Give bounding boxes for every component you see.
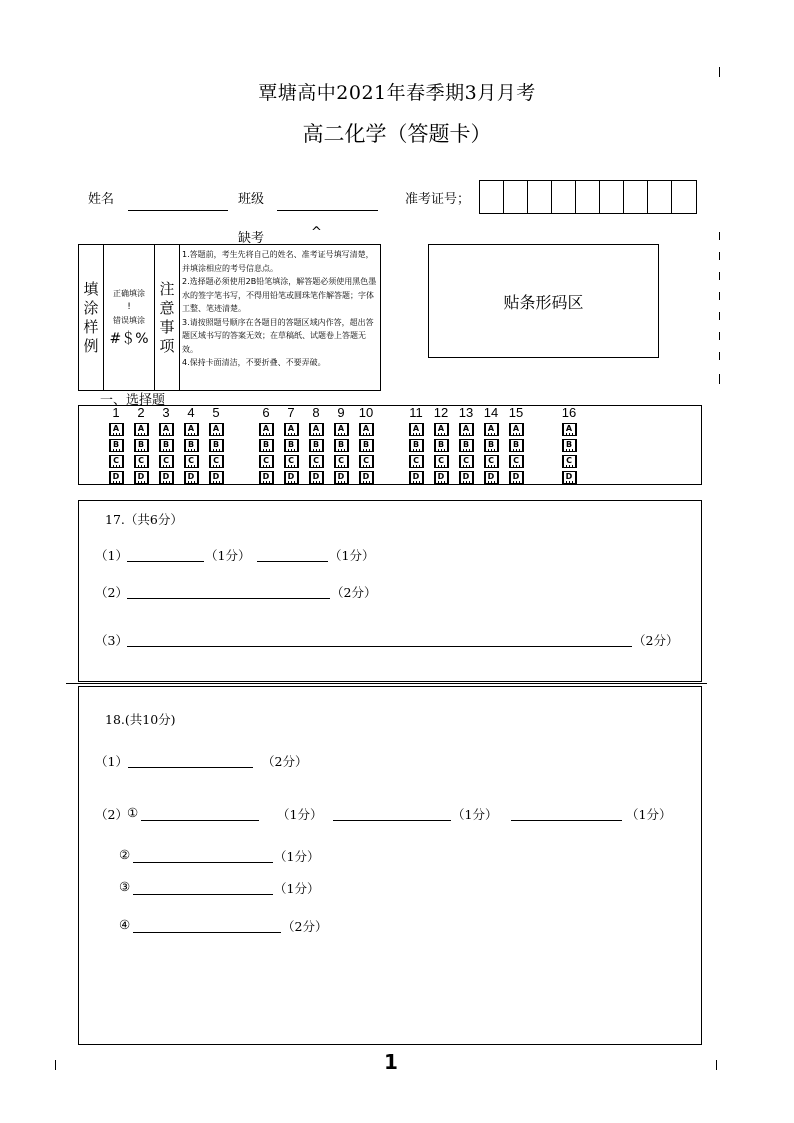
mcq-option-bubble[interactable] [509,423,524,436]
mcq-option-letter: A [362,424,370,433]
mcq-option-letter: B [212,440,220,449]
mcq-option-letter: B [412,440,420,449]
mcq-option-letter: A [462,424,470,433]
margin-mark [719,292,720,300]
mcq-option-bubble[interactable] [562,423,577,436]
note-item: 3.请按照题号顺序在各题目的答题区域内作答，超出答题区域书写的答案无效；在草稿纸、试题卷上答题无效。 [182,317,374,354]
mcq-option-bubble[interactable] [334,423,349,436]
mcq-option-letter: A [487,424,495,433]
mcq-option-letter: C [138,456,144,465]
mcq-question-8 [305,406,327,484]
mcq-option-bubble[interactable] [359,455,374,468]
exam-id-cell[interactable] [552,181,576,213]
mcq-option-bubble[interactable] [509,439,524,452]
mcq-option-letter: B [337,440,345,449]
mcq-option-letter: C [188,456,194,465]
q18-part1-blank[interactable] [128,767,253,768]
mcq-option-bubble[interactable] [484,439,499,452]
q18-part2-blank-1a[interactable] [141,820,259,821]
mcq-option-bubble[interactable] [284,439,299,452]
mcq-option-letter: B [262,440,270,449]
notes-label-char: 注 [159,279,175,298]
margin-mark [55,1060,56,1070]
mcq-option-letter: C [413,456,419,465]
mcq-option-letter: D [462,472,470,481]
mcq-option-letter: C [488,456,494,465]
mcq-option-letter: C [438,456,444,465]
margin-mark [716,1060,717,1070]
mcq-option-bubble[interactable] [459,423,474,436]
mcq-question-9 [330,406,352,484]
mcq-option-letter: D [287,472,295,481]
mcq-option-bubble[interactable] [159,439,174,452]
mcq-option-letter: B [187,440,195,449]
q17-part1-score-a: （1分） [205,548,251,563]
q18-part1-score: （2分） [262,754,308,769]
mcq-option-letter: C [288,456,294,465]
mcq-option-bubble[interactable] [309,455,324,468]
mcq-option-letter: C [338,456,344,465]
mcq-option-bubble[interactable] [309,471,324,484]
mcq-question-number: 8 [312,405,320,420]
margin-mark [719,232,720,240]
mcq-question-number: 3 [162,405,170,420]
mcq-option-letter: A [262,424,270,433]
mcq-option-bubble[interactable] [209,455,224,468]
mcq-option-letter: B [487,440,495,449]
mcq-option-bubble[interactable] [359,439,374,452]
mcq-option-letter: D [187,472,195,481]
mcq-question-number: 2 [137,405,145,420]
mcq-option-letter: C [513,456,519,465]
fill-example-char: 样 [83,317,99,336]
mcq-option-bubble[interactable] [284,471,299,484]
mcq-option-bubble[interactable] [259,471,274,484]
exam-id-cell[interactable] [528,181,552,213]
mcq-option-bubble[interactable] [184,423,199,436]
mcq-option-letter: D [337,472,345,481]
mcq-option-letter: A [437,424,445,433]
fill-example-char: 涂 [83,298,99,317]
mcq-option-bubble[interactable] [209,423,224,436]
page-number: 1 [384,1050,398,1074]
notes-label-char: 意 [159,298,175,317]
margin-mark [719,312,720,320]
mcq-option-bubble[interactable] [109,471,124,484]
exam-id-cell[interactable] [648,181,672,213]
mcq-option-bubble[interactable] [309,423,324,436]
mcq-question-number: 10 [358,405,374,420]
mcq-question-10 [355,406,377,484]
q18-part2-circle1: ① [127,805,139,820]
mcq-option-letter: B [462,440,470,449]
fill-example-char: 填 [83,279,99,298]
mcq-option-bubble[interactable] [434,455,449,468]
mcq-question-number: 1 [112,405,120,420]
correct-fill-mark: ! [127,301,131,312]
mcq-option-bubble[interactable] [459,471,474,484]
separator-line [66,683,707,684]
mcq-option-letter: B [437,440,445,449]
q17-part3-score: （2分） [633,633,679,648]
mcq-question-number: 12 [433,405,449,420]
q18-part2-circle2: ② [119,847,131,862]
mcq-option-letter: B [362,440,370,449]
mcq-option-bubble[interactable] [109,423,124,436]
wrong-fill-label: 错误填涂 [113,315,145,325]
mcq-option-letter: A [137,424,145,433]
mcq-question-2 [130,406,152,484]
mcq-option-bubble[interactable] [184,471,199,484]
mcq-option-letter: D [437,472,445,481]
fill-example-label [79,245,104,390]
mcq-option-letter: A [312,424,320,433]
mcq-option-letter: A [162,424,170,433]
mcq-question-12 [430,406,452,484]
q18-part2-score-c: （1分） [626,807,672,822]
mcq-option-letter: B [112,440,120,449]
mcq-option-bubble[interactable] [484,471,499,484]
exam-id-cell[interactable] [480,181,504,213]
mcq-option-bubble[interactable] [259,455,274,468]
mcq-question-number: 6 [262,405,270,420]
mcq-option-letter: D [412,472,420,481]
mcq-option-bubble[interactable] [159,455,174,468]
mcq-question-5 [205,406,227,484]
mcq-option-bubble[interactable] [359,471,374,484]
mcq-option-letter: D [137,472,145,481]
mcq-option-bubble[interactable] [184,439,199,452]
mcq-option-letter: D [212,472,220,481]
mcq-question-7 [280,406,302,484]
mcq-option-bubble[interactable] [562,455,577,468]
barcode-label: 贴条形码区 [503,292,584,312]
mcq-question-16 [558,406,580,484]
q18-part2-blank-2[interactable] [133,862,273,863]
mcq-option-letter: C [566,456,572,465]
q17-heading: 17.（共6分） [105,512,183,527]
instructions-box [78,244,381,391]
mcq-option-bubble[interactable] [284,455,299,468]
mcq-question-number: 14 [483,405,499,420]
fill-example-char: 例 [83,336,99,355]
mcq-option-letter: C [163,456,169,465]
mcq-option-letter: A [412,424,420,433]
q18-answer-area [78,686,702,1045]
q18-part1-label: （1） [95,754,128,769]
exam-subtitle: 高二化学（答题卡） [302,122,492,146]
margin-mark [719,252,720,260]
mcq-option-letter: A [287,424,295,433]
mcq-option-bubble[interactable] [409,471,424,484]
notes-text [180,245,380,390]
mcq-question-number: 13 [458,405,474,420]
q17-part1-blank-a[interactable] [127,561,204,562]
mcq-option-letter: A [337,424,345,433]
mcq-question-number: 4 [187,405,195,420]
exam-id-cell[interactable] [504,181,528,213]
mcq-option-letter: A [512,424,520,433]
q17-part3-blank[interactable] [127,646,632,647]
name-field[interactable] [128,210,228,211]
mcq-question-number: 7 [287,405,295,420]
note-item: 2.选择题必须使用2B铅笔填涂，解答题必须使用黑色墨水的签字笔书写，不得用铅笔或圆珠笔作解答题；字体工整、笔迹清楚。 [182,277,377,313]
mcq-option-bubble[interactable] [309,439,324,452]
mcq-option-letter: C [463,456,469,465]
barcode-area [428,244,659,358]
mcq-option-bubble[interactable] [334,455,349,468]
mcq-option-bubble[interactable] [459,455,474,468]
absent-label: 缺考 [238,231,265,246]
q17-part3-label: （3） [95,633,128,648]
name-label: 姓名 [88,192,115,207]
mcq-option-bubble[interactable] [259,439,274,452]
notes-label-char: 事 [159,317,175,336]
q18-part2-blank-4[interactable] [133,932,281,933]
q18-part2-blank-1c[interactable] [511,820,622,821]
mcq-option-letter: D [262,472,270,481]
mcq-option-bubble[interactable] [409,423,424,436]
mcq-question-number: 9 [337,405,345,420]
q17-part1-label: （1） [95,548,128,563]
mcq-option-bubble[interactable] [209,439,224,452]
mcq-option-letter: A [565,424,573,433]
mcq-option-bubble[interactable] [509,471,524,484]
mcq-option-letter: C [263,456,269,465]
mcq-question-15 [505,406,527,484]
mcq-option-bubble[interactable] [334,471,349,484]
mcq-option-letter: D [565,472,573,481]
q17-part2-label: （2） [95,585,128,600]
mcq-question-4 [180,406,202,484]
exam-id-boxes[interactable] [479,180,697,214]
mcq-question-number: 16 [561,405,577,420]
exam-id-cell[interactable] [600,181,624,213]
mcq-option-bubble[interactable] [434,423,449,436]
mcq-question-1 [105,406,127,484]
notes-label-char: 项 [159,336,175,355]
q18-part2-circle4: ④ [119,917,131,932]
mcq-option-bubble[interactable] [562,439,577,452]
mcq-option-letter: B [162,440,170,449]
mcq-option-bubble[interactable] [284,423,299,436]
q18-part2-label: （2） [95,807,128,822]
mcq-option-bubble[interactable] [509,455,524,468]
mcq-option-letter: A [112,424,120,433]
q18-heading: 18.(共10分) [105,712,176,727]
margin-mark [719,374,720,384]
mcq-option-letter: D [362,472,370,481]
q18-part2-score-2: （1分） [274,849,320,864]
margin-mark [719,352,720,360]
mcq-option-letter: C [213,456,219,465]
q18-part2-score-a: （1分） [277,807,323,822]
mcq-option-bubble[interactable] [109,439,124,452]
mcq-option-letter: D [312,472,320,481]
q18-part2-score-b: （1分） [452,807,498,822]
class-label: 班级 [238,192,265,207]
exam-title: 覃塘高中2021年春季期3月月考 [258,82,536,104]
exam-id-cell[interactable] [624,181,648,213]
margin-mark [719,332,720,340]
mcq-option-bubble[interactable] [359,423,374,436]
mcq-answer-area [78,405,702,485]
mcq-option-bubble[interactable] [459,439,474,452]
mcq-option-letter: D [112,472,120,481]
mcq-question-11 [405,406,427,484]
margin-mark [719,67,720,77]
exam-id-cell[interactable] [576,181,600,213]
mcq-option-letter: C [113,456,119,465]
mcq-option-bubble[interactable] [259,423,274,436]
q18-part2-circle3: ③ [119,879,131,894]
mcq-option-letter: C [313,456,319,465]
mcq-question-14 [480,406,502,484]
note-item: 1.答题前，考生先将自己的姓名、准考证号填写清楚，并填涂相应的考号信息点。 [182,250,374,273]
mcq-option-letter: C [363,456,369,465]
q18-part2-score-4: （2分） [282,919,328,934]
class-field[interactable] [277,210,378,211]
mcq-question-6 [255,406,277,484]
mcq-option-letter: D [512,472,520,481]
absent-mark[interactable]: ^ [311,225,322,240]
mcq-question-number: 11 [409,405,423,420]
mcq-question-number: 15 [508,405,524,420]
mcq-option-bubble[interactable] [159,423,174,436]
mcq-option-letter: B [312,440,320,449]
q17-part2-blank[interactable] [127,598,330,599]
mcq-option-letter: B [287,440,295,449]
fill-examples [104,245,155,390]
mcq-option-letter: B [137,440,145,449]
mcq-option-letter: B [565,440,573,449]
mcq-option-bubble[interactable] [159,471,174,484]
mcq-option-bubble[interactable] [134,439,149,452]
mcq-option-bubble[interactable] [409,455,424,468]
mcq-option-bubble[interactable] [334,439,349,452]
mcq-option-bubble[interactable] [209,471,224,484]
mcq-option-bubble[interactable] [434,439,449,452]
exam-id-label: 准考证号； [405,192,471,207]
mcq-question-13 [455,406,477,484]
mcq-option-letter: B [512,440,520,449]
q17-part2-score: （2分） [331,585,377,600]
mcq-option-bubble[interactable] [409,439,424,452]
mcq-option-letter: A [187,424,195,433]
mcq-heading: 一、选择题 [100,393,166,408]
q17-part1-blank-b[interactable] [257,561,328,562]
mcq-option-bubble[interactable] [134,455,149,468]
mcq-option-bubble[interactable] [134,423,149,436]
notes-label [155,245,180,390]
note-item: 4.保持卡面清洁，不要折叠、不要弄破。 [182,358,326,367]
mcq-option-bubble[interactable] [562,471,577,484]
mcq-option-bubble[interactable] [134,471,149,484]
margin-mark [719,272,720,280]
exam-id-cell[interactable] [672,181,696,213]
mcq-option-bubble[interactable] [184,455,199,468]
q18-part2-blank-1b[interactable] [333,820,451,821]
mcq-option-bubble[interactable] [434,471,449,484]
mcq-option-letter: D [487,472,495,481]
mcq-question-3 [155,406,177,484]
wrong-fill-marks: #＄% [109,330,149,347]
mcq-option-bubble[interactable] [109,455,124,468]
correct-fill-label: 正确填涂 [113,288,145,298]
mcq-option-bubble[interactable] [484,455,499,468]
mcq-option-letter: D [162,472,170,481]
q18-part2-score-3: （1分） [274,881,320,896]
mcq-option-letter: A [212,424,220,433]
q18-part2-blank-3[interactable] [133,894,273,895]
mcq-option-bubble[interactable] [484,423,499,436]
mcq-question-number: 5 [212,405,220,420]
q17-part1-score-b: （1分） [329,548,375,563]
